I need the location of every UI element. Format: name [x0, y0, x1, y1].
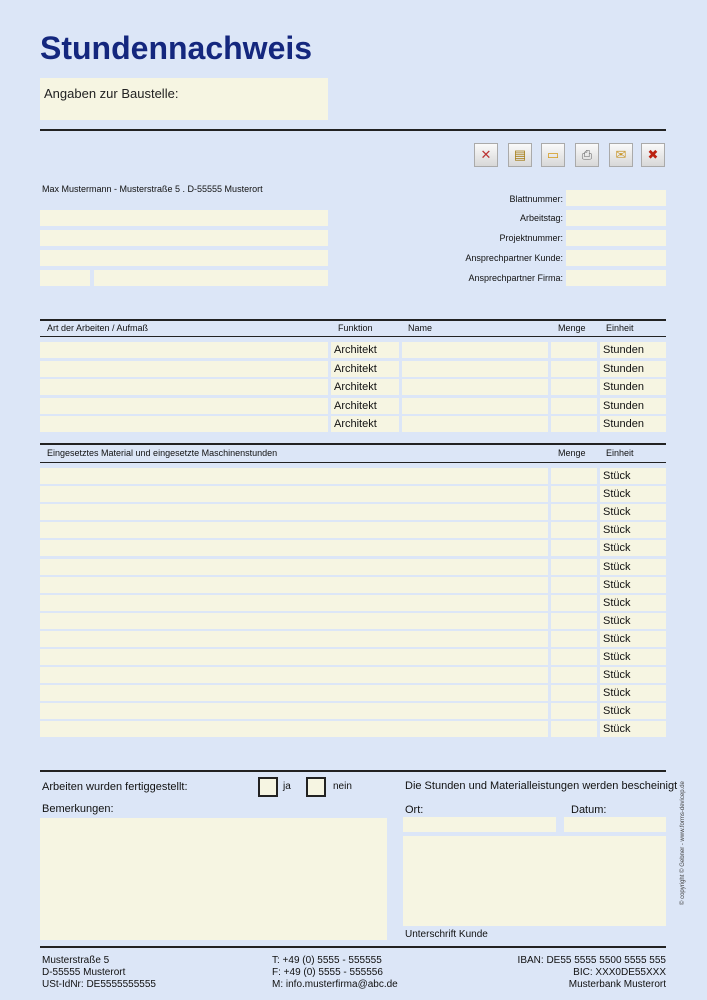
- material-desc-field[interactable]: [40, 540, 548, 556]
- material-menge-field[interactable]: [551, 486, 597, 502]
- col-material-einheit: Einheit: [606, 448, 634, 458]
- clear-doc-button[interactable]: [474, 143, 498, 167]
- work-menge-field[interactable]: [551, 342, 597, 358]
- address-field-1[interactable]: [40, 210, 328, 226]
- projektnummer-field[interactable]: [566, 230, 666, 246]
- label-arbeitstag: Arbeitstag:: [519, 213, 563, 223]
- work-name-field[interactable]: [402, 379, 548, 395]
- footer-col-address: [42, 955, 156, 991]
- work-art-field[interactable]: [40, 342, 328, 358]
- material-menge-field[interactable]: [551, 577, 597, 593]
- work-einheit-field-value: Stunden: [603, 399, 644, 412]
- nein-label: nein: [333, 781, 352, 792]
- work-funktion-field-value: Architekt: [334, 418, 377, 430]
- address-field-2[interactable]: [40, 230, 328, 246]
- work-einheit-field-value: Stunden: [603, 362, 644, 375]
- work-name-field[interactable]: [402, 398, 548, 414]
- material-einheit-field-value: Stück: [603, 651, 631, 663]
- material-desc-field[interactable]: [40, 703, 548, 719]
- footer-fax: F: +49 (0) 5555 - 555556: [272, 967, 383, 978]
- work-art-field[interactable]: [40, 416, 328, 432]
- work-funktion-field-value: Architekt: [334, 381, 377, 393]
- completion-rule: [40, 770, 666, 772]
- email-icon: ✉: [615, 147, 627, 162]
- material-desc-field[interactable]: [40, 685, 548, 701]
- material-einheit-field-value: Stück: [603, 614, 631, 627]
- print-button[interactable]: [575, 143, 599, 167]
- work-art-field[interactable]: [40, 361, 328, 377]
- material-einheit-field-value: Stück: [603, 578, 631, 591]
- footer-ustid: USt-IdNr: DE5555555555: [42, 979, 156, 990]
- ort-label: Ort:: [405, 804, 424, 816]
- material-menge-field[interactable]: [551, 649, 597, 665]
- work-table-top-rule: [40, 319, 666, 321]
- footer-bic: BIC: XXX0DE55XXX: [573, 967, 666, 978]
- datum-field[interactable]: [564, 817, 666, 832]
- open-folder-icon: ▭: [546, 147, 560, 162]
- material-einheit-field[interactable]: [600, 577, 666, 593]
- material-einheit-field-value: Stück: [603, 596, 631, 609]
- col-art: Art der Arbeiten / Aufmaß: [47, 323, 149, 333]
- material-einheit-field[interactable]: [600, 631, 666, 647]
- material-menge-field[interactable]: [551, 613, 597, 629]
- baustelle-field[interactable]: [40, 78, 328, 120]
- new-doc-button[interactable]: [508, 143, 532, 167]
- bemerkungen-field[interactable]: [40, 818, 387, 940]
- label-projektnummer: Projektnummer:: [499, 233, 563, 243]
- material-einheit-field-value: Stück: [603, 705, 631, 718]
- open-folder-button[interactable]: [541, 143, 565, 167]
- work-funktion-field[interactable]: [331, 379, 399, 395]
- col-einheit: Einheit: [606, 323, 634, 333]
- work-menge-field[interactable]: [551, 398, 597, 414]
- work-table-header-rule: [40, 336, 666, 337]
- material-desc-field[interactable]: [40, 631, 548, 647]
- material-desc-field[interactable]: [40, 577, 548, 593]
- divider-top: [40, 129, 666, 131]
- print-icon: ⎙: [581, 147, 593, 162]
- material-desc-field[interactable]: [40, 559, 548, 575]
- label-blattnummer: Blattnummer:: [509, 194, 563, 204]
- bemerkungen-label: Bemerkungen:: [42, 803, 114, 815]
- material-menge-field[interactable]: [551, 721, 597, 737]
- work-einheit-field[interactable]: [600, 398, 666, 414]
- close-button[interactable]: [641, 143, 665, 167]
- material-einheit-field-value: Stück: [603, 488, 631, 501]
- material-einheit-field-value: Stück: [603, 632, 631, 645]
- blattnummer-field[interactable]: [566, 190, 666, 206]
- new-doc-icon: ▤: [513, 147, 527, 162]
- close-icon: ✖: [647, 147, 659, 162]
- col-material: Eingesetztes Material und eingesetzte Maschinenstunden: [47, 448, 278, 458]
- material-menge-field[interactable]: [551, 522, 597, 538]
- material-einheit-field[interactable]: [600, 667, 666, 683]
- completion-label: Arbeiten wurden fertiggestellt:: [42, 781, 188, 793]
- sender-address: Max Mustermann - Musterstraße 5 . D-55555 Musterort: [42, 184, 263, 194]
- work-einheit-field[interactable]: [600, 342, 666, 358]
- work-einheit-field[interactable]: [600, 416, 666, 432]
- work-menge-field[interactable]: [551, 361, 597, 377]
- material-einheit-field[interactable]: [600, 468, 666, 484]
- nein-checkbox[interactable]: [306, 777, 326, 797]
- material-menge-field[interactable]: [551, 595, 597, 611]
- work-funktion-field[interactable]: [331, 342, 399, 358]
- work-menge-field[interactable]: [551, 379, 597, 395]
- baustelle-label: Angaben zur Baustelle:: [44, 86, 179, 101]
- footer-email: M: info.musterfirma@abc.de: [272, 979, 398, 990]
- ja-label: ja: [283, 781, 291, 792]
- material-menge-field[interactable]: [551, 504, 597, 520]
- material-menge-field[interactable]: [551, 559, 597, 575]
- footer-iban: IBAN: DE55 5555 5500 5555 555: [517, 955, 666, 966]
- label-ap-firma: Ansprechpartner Firma:: [468, 273, 563, 283]
- clear-doc-icon: ✕: [480, 147, 492, 162]
- material-desc-field[interactable]: [40, 595, 548, 611]
- city-field[interactable]: [94, 270, 328, 286]
- material-desc-field[interactable]: [40, 504, 548, 520]
- work-name-field[interactable]: [402, 361, 548, 377]
- col-menge: Menge: [558, 323, 586, 333]
- footer-city: D-55555 Musterort: [42, 967, 126, 978]
- footer-col-bank: [466, 955, 666, 991]
- footer-col-contact: [272, 955, 398, 991]
- email-button[interactable]: [609, 143, 633, 167]
- material-menge-field[interactable]: [551, 703, 597, 719]
- material-einheit-field-value: Stück: [603, 470, 631, 482]
- work-name-field[interactable]: [402, 416, 548, 432]
- datum-label: Datum:: [571, 804, 607, 816]
- material-einheit-field-value: Stück: [603, 524, 631, 537]
- material-einheit-field-value: Stück: [603, 669, 631, 682]
- material-einheit-field-value: Stück: [603, 687, 631, 700]
- material-einheit-field-value: Stück: [603, 506, 631, 519]
- material-einheit-field[interactable]: [600, 595, 666, 611]
- work-funktion-field[interactable]: [331, 361, 399, 377]
- material-desc-field[interactable]: [40, 613, 548, 629]
- zip-field[interactable]: [40, 270, 90, 286]
- material-einheit-field[interactable]: [600, 685, 666, 701]
- material-einheit-field-value: Stück: [603, 560, 631, 573]
- material-einheit-field[interactable]: [600, 559, 666, 575]
- work-funktion-field[interactable]: [331, 398, 399, 414]
- footer-rule: [40, 946, 666, 948]
- ap-kunde-field[interactable]: [566, 250, 666, 266]
- signature-field[interactable]: [403, 836, 666, 926]
- material-einheit-field-value: Stück: [603, 723, 631, 736]
- material-menge-field[interactable]: [551, 540, 597, 556]
- material-desc-field[interactable]: [40, 522, 548, 538]
- work-funktion-field-value: Architekt: [334, 362, 377, 375]
- ort-field[interactable]: [403, 817, 556, 832]
- material-einheit-field[interactable]: [600, 504, 666, 520]
- material-table-top-rule: [40, 443, 666, 445]
- material-desc-field[interactable]: [40, 486, 548, 502]
- work-art-field[interactable]: [40, 379, 328, 395]
- material-einheit-field[interactable]: [600, 486, 666, 502]
- footer-bank: Musterbank Musterort: [568, 979, 666, 990]
- label-ap-kunde: Ansprechpartner Kunde:: [465, 253, 563, 263]
- copyright-text: © copyright © Gebner - www.forms-devicep.de: [680, 781, 686, 905]
- work-einheit-field-value: Stunden: [603, 344, 644, 356]
- work-einheit-field[interactable]: [600, 361, 666, 377]
- col-name: Name: [408, 323, 433, 333]
- material-menge-field[interactable]: [551, 685, 597, 701]
- ja-checkbox[interactable]: [258, 777, 278, 797]
- material-menge-field[interactable]: [551, 631, 597, 647]
- work-art-field[interactable]: [40, 398, 328, 414]
- arbeitstag-field[interactable]: [566, 210, 666, 226]
- ap-firma-field[interactable]: [566, 270, 666, 286]
- work-einheit-field[interactable]: [600, 379, 666, 395]
- page-title: Stundennachweis: [40, 30, 313, 66]
- material-einheit-field[interactable]: [600, 613, 666, 629]
- material-einheit-field[interactable]: [600, 522, 666, 538]
- signature-label: Unterschrift Kunde: [405, 929, 488, 940]
- work-name-field[interactable]: [402, 342, 548, 358]
- work-funktion-field-value: Architekt: [334, 344, 377, 356]
- material-einheit-field[interactable]: [600, 703, 666, 719]
- work-funktion-field[interactable]: [331, 416, 399, 432]
- address-field-3[interactable]: [40, 250, 328, 266]
- material-einheit-field[interactable]: [600, 649, 666, 665]
- work-einheit-field-value: Stunden: [603, 418, 644, 430]
- col-material-menge: Menge: [558, 448, 586, 458]
- material-menge-field[interactable]: [551, 468, 597, 484]
- material-desc-field[interactable]: [40, 468, 548, 484]
- work-einheit-field-value: Stunden: [603, 381, 644, 393]
- material-einheit-field-value: Stück: [603, 542, 631, 555]
- work-funktion-field-value: Architekt: [334, 399, 377, 412]
- material-desc-field[interactable]: [40, 721, 548, 737]
- certify-text: Die Stunden und Materialleistungen werden bescheinigt: [405, 780, 678, 792]
- work-menge-field[interactable]: [551, 416, 597, 432]
- material-desc-field[interactable]: [40, 667, 548, 683]
- material-einheit-field[interactable]: [600, 540, 666, 556]
- col-funktion: Funktion: [338, 323, 373, 333]
- footer-street: Musterstraße 5: [42, 955, 110, 966]
- material-desc-field[interactable]: [40, 649, 548, 665]
- material-menge-field[interactable]: [551, 667, 597, 683]
- footer-phone: T: +49 (0) 5555 - 555555: [272, 955, 382, 966]
- material-table-header-rule: [40, 462, 666, 463]
- material-einheit-field[interactable]: [600, 721, 666, 737]
